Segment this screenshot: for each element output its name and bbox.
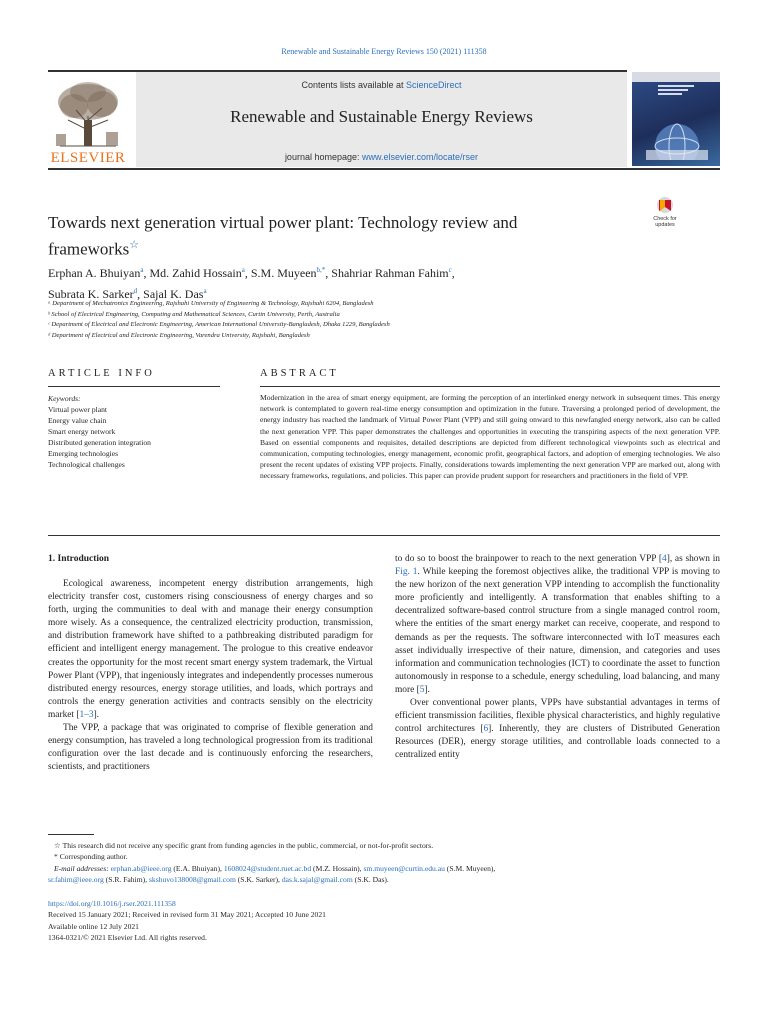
author-affiliation-mark[interactable]: a [241,266,245,274]
affiliation-item: ᵇ School of Electrical Engineering, Computing and Mathematical Sciences, Curtin University, Perth, Australia [48,310,340,318]
email-owner: (S.K. Sarker), [235,875,282,885]
corresponding-mark: * [54,852,58,862]
funding-text: This research did not receive any specific grant from funding agencies in the public, commercial, or not-for-profit sectors. [62,841,434,850]
email-link[interactable]: sr.fahim@ieee.org [48,875,104,885]
affiliation-item: ᵃ Department of Mechatronics Engineering, Rajshahi University of Engineering & Technology, Rajshahi 6204, Bangladesh [48,300,374,307]
affiliation-item: ᵈ Department of Electrical and Electronic Engineering, Varendra University, Rajshahi, Bangladesh [48,331,310,339]
email-owner: (S.M. Muyeen), [444,863,496,873]
author-name: Shahriar Rahman Fahim [331,266,449,280]
email-link[interactable]: das.k.sajal@gmail.com [281,875,353,885]
reference-link[interactable]: 4 [662,554,667,564]
elsevier-wordmark: ELSEVIER [50,150,126,166]
copyright-line: 1364-0321/© 2021 Elsevier Ltd. All rights reserved. [48,933,207,943]
author-separator: , [325,266,332,280]
keyword-item: Emerging technologies [48,449,119,458]
affiliation-item: ᶜ Department of Electrical and Electronic Engineering, American International University-Bangladesh, Dhaka 1229, Bangladesh [48,321,390,329]
cover-title-bar [632,72,720,82]
body-paragraph [395,553,720,697]
email-footnote [48,863,720,874]
email-owner: (E.A. Bhuiyan), [171,863,224,873]
email-owner: (S.R. Fahim), [103,875,149,885]
paragraph-text: ]. [93,709,100,720]
paragraph-text: Ecological awareness, incompetent energy distribution arrangements, high electricity transfer cost, customers rising consciousness of energy charges and so forth, urging the communities to deal with and manage their energy consumption more wisely. As a consequence, the centralized electricity production, transmission, and distribution framework have shifted to a pathbreaking distributed paradigm for efficient and intelligent energy management. The prologue to this creative endeavor creates the opportunity for the most recent smart energy system trademark, the Virtual Power Plant (VPP), that ingeniously integrates and independently processes numerous distributed energy resources, energy storage utilities, and loads, which portrays and controls the energy generation activities and contracts sensibly on the electricity market [ [48,579,373,720]
sciencedirect-link[interactable]: ScienceDirect [406,80,462,90]
email-owner: (M.Z. Hossain), [311,863,364,873]
title-footnote-star[interactable]: ☆ [129,239,140,251]
homepage-link[interactable]: www.elsevier.com/locate/rser [362,152,479,162]
author-separator: , [244,266,251,280]
header-bottom-rule [48,168,720,170]
title-line-1: Towards next generation virtual power plant: Technology review and [48,213,518,232]
paper-title [48,212,608,261]
email-link[interactable]: 1608024@student.ruet.ac.bd [223,863,312,873]
author-affiliation-mark[interactable]: c [448,266,452,274]
email-link[interactable]: erphan.ab@ieee.org [110,863,172,873]
paragraph-text: ]. [424,684,430,695]
email-owner: (S.K. Das). [352,875,389,885]
funding-mark: ☆ [54,841,61,850]
paragraph-text: to do so to boost the brainpower to reach to the next generation VPP [ [395,554,663,564]
author-affiliation-mark[interactable]: a [140,266,144,274]
keywords-title: Keywords: [48,394,81,403]
title-line-2: frameworks [48,239,130,259]
keyword-item: Energy value chain [48,416,107,425]
footnote-rule [48,834,94,835]
cover-title-lines [658,84,698,98]
abstract-text: Modernization in the area of smart energy equipment, are forming the perception of an interlinked energy network in subsequent times. This energy network is contemplated to govern real-time energy consumption and optimization in the future. Traversing a prolonged period of development, the energy industry has reached the landmark of Virtual Power Plant (VPP) and still going onward to this newfangled energy network, also can be called the next generation VPP. This paper demonstrates the challenges and opportunities in executing the transpiring aspects of the next generation VPP. Based on essential components and requisites, detailed descriptions are depicted from different technological viewpoints such as electrical and communication, computing technologies, energy management, economic profit, geographical factors, and adoption of emerging technologies. We also present the recent updates of existing VPP projects. Finally, considerations towards implementing the next generation VPP are marked out, along with necessary frameworks, regulations, and policies. This paper can provide prudent support for researchers and practitioners in the field of VPP. [260,393,720,481]
contents-line [136,80,627,90]
funding-footnote [48,840,720,851]
section-heading-introduction: 1. Introduction [48,554,110,564]
author-affiliation-mark[interactable]: d [133,287,138,295]
cover-globe-art [646,116,708,160]
author-name: Sajal K. Das [143,287,204,301]
corresponding-footnote [48,851,720,862]
available-online: Available online 12 July 2021 [48,921,139,931]
figure-link[interactable]: Fig. 1 [395,567,418,578]
keyword-item: Distributed generation integration [48,438,151,447]
author-name: Md. Zahid Hossain [149,266,242,280]
article-footer [48,898,720,944]
paragraph-text: . While keeping the foremost objectives alike, the traditional VPP is moving to the new horizon of the next generation VPP intending to accomplish the functionality more proficiently and intelligently. A transformation that enables shifting to a decentralized software-based control structure from a single managed control room, where the entities of the smart energy market can receive, cooperate, and respond to demands as per the requests. The software interconnected with IoT measures each asset individually irrespective of their nature, dimension, and categories and uses information and communication technologies (ICT) to coordinate the asset to function autonomously in response to a schedule, energy scheduling, load balancing, and many more [ [395,567,720,695]
keywords-block [48,393,228,470]
abstract-bottom-rule [48,535,720,536]
homepage-prefix: journal homepage: [284,152,362,162]
author-affiliation-mark[interactable]: a [203,287,207,295]
author-affiliation-mark[interactable]: b,* [316,266,326,274]
homepage-line [136,152,627,162]
author-name: Erphan A. Bhuiyan [48,266,141,280]
abstract-rule [260,386,720,387]
doi-link[interactable]: https://doi.org/10.1016/j.rser.2021.111358 [48,899,176,908]
keyword-item: Smart energy network [48,427,116,436]
paragraph-text: ], as shown in [666,554,720,564]
abstract-heading: ABSTRACT [260,368,339,379]
email-footnote-cont [48,874,720,885]
reference-link[interactable]: 5 [419,684,425,695]
body-column-left [48,578,373,774]
body-paragraph: The VPP, a package that was originated to comprise of flexible generation and energy consumption, has traveled a long technological progression from its traditional configuration over the last decade and is continuously enforcing the researchers, scientists, and practitioners [48,723,373,773]
body-column-right [395,553,720,763]
author-list [48,261,608,303]
svg-text:updates: updates [655,222,675,228]
corresponding-text: Corresponding author. [59,852,128,862]
article-info-heading: ARTICLE INFO [48,368,155,379]
author-separator: , [137,287,144,301]
article-info-rule [48,386,220,387]
author-name: Subrata K. Sarker [48,287,134,301]
svg-text:Check for: Check for [653,216,677,222]
author-name: S.M. Muyeen [250,266,317,280]
paragraph-text: Over conventional power plants, VPPs have substantial advantages in terms of efficient transmission facilities, flexible physical characteristics, and highly regulative control architectures [ [395,698,720,735]
contents-prefix: Contents lists available at [301,80,407,90]
received-dates: Received 15 January 2021; Received in revised form 31 May 2021; Accepted 10 June 2021 [48,910,326,920]
email-label: E-mail addresses: [54,863,109,873]
footnotes [48,840,720,886]
email-link[interactable]: skshuvo138008@gmail.com [148,875,236,885]
author-separator: , [143,266,150,280]
journal-citation[interactable]: Renewable and Sustainable Energy Reviews 150 (2021) 111358 [281,47,487,56]
reference-link[interactable]: 6 [483,724,489,735]
affiliation-list [48,299,720,341]
journal-cover-image[interactable] [632,72,720,166]
body-paragraph [395,697,720,762]
journal-name: Renewable and Sustainable Energy Reviews [230,107,533,126]
email-link[interactable]: sm.muyeen@curtin.edu.au [363,863,445,873]
keyword-item: Technological challenges [48,460,125,469]
keyword-item: Virtual power plant [48,405,108,414]
check-for-updates-icon[interactable] [646,196,684,230]
body-paragraph [48,578,373,722]
paragraph-text: ]. Inherently, they are clusters of Distributed Generation Resources (DER), energy storage utilities, and controllable loads connected to a centralized entity [395,724,720,761]
author-separator: , [451,266,455,280]
reference-link[interactable]: 1–3 [79,709,94,720]
